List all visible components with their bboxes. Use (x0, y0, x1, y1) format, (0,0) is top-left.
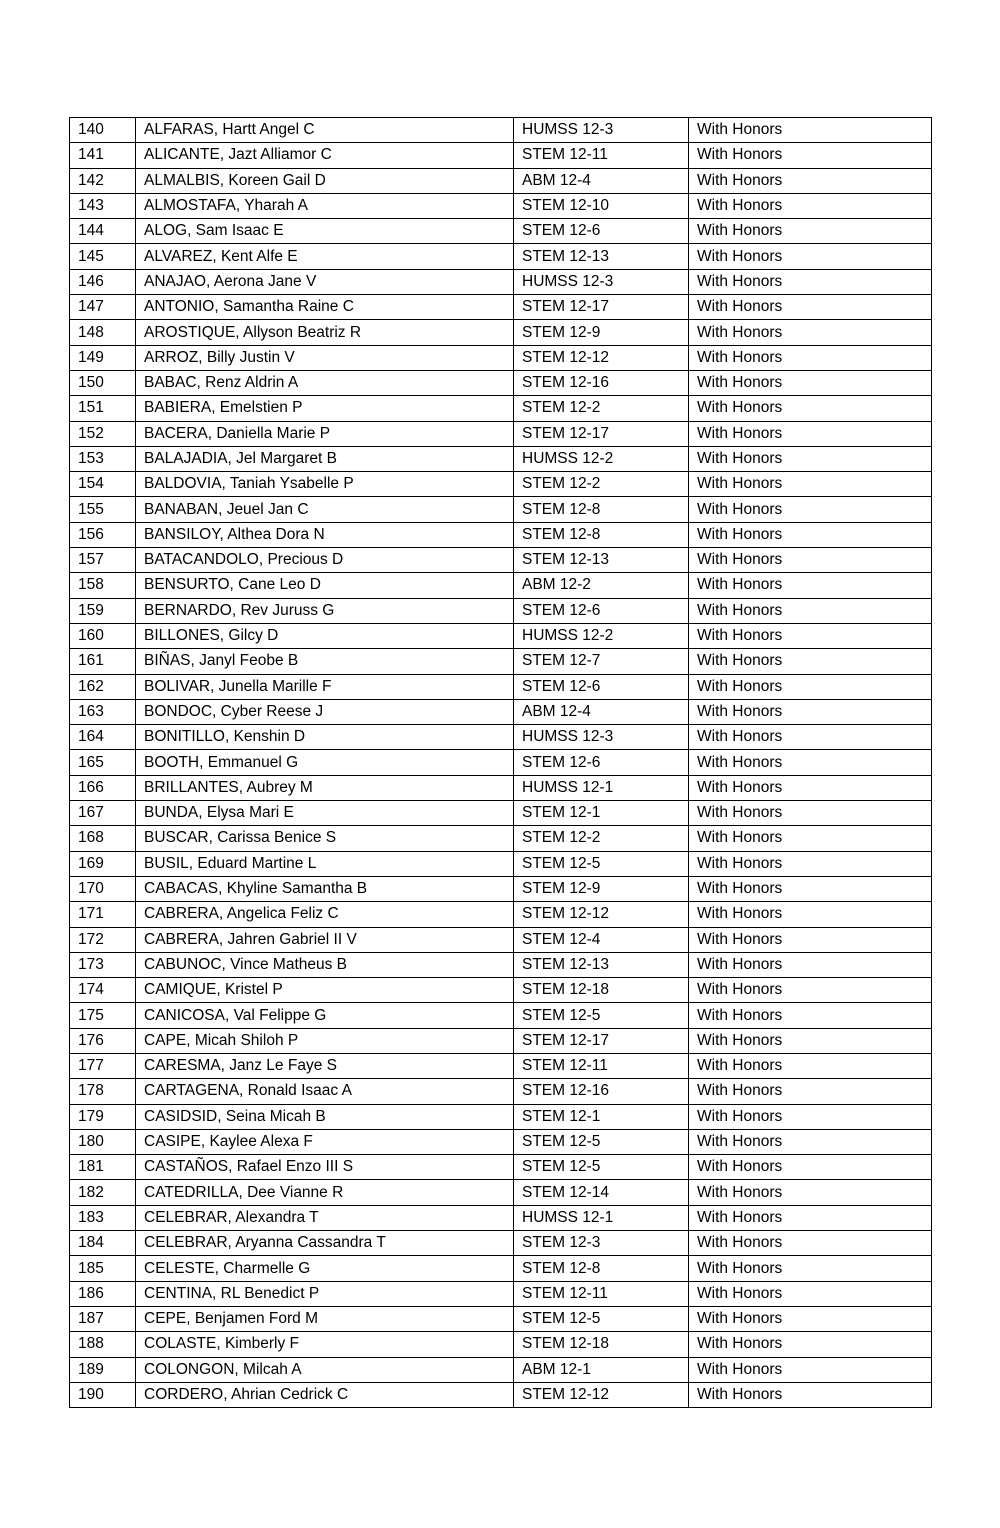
award-cell: With Honors (689, 1028, 932, 1053)
award-cell: With Honors (689, 1104, 932, 1129)
student-name-cell: CATEDRILLA, Dee Vianne R (136, 1180, 514, 1205)
award-cell: With Honors (689, 168, 932, 193)
table-row (70, 497, 932, 522)
section-cell: STEM 12-9 (514, 876, 689, 901)
section-cell: HUMSS 12-1 (514, 775, 689, 800)
table-row (70, 320, 932, 345)
row-number-cell: 147 (70, 295, 136, 320)
award-cell: With Honors (689, 801, 932, 826)
award-cell: With Honors (689, 295, 932, 320)
row-number-cell: 148 (70, 320, 136, 345)
row-number-cell: 177 (70, 1053, 136, 1078)
section-cell: HUMSS 12-2 (514, 446, 689, 471)
student-name-cell: BANABAN, Jeuel Jan C (136, 497, 514, 522)
student-name-cell: CABACAS, Khyline Samantha B (136, 876, 514, 901)
award-cell: With Honors (689, 219, 932, 244)
award-cell: With Honors (689, 522, 932, 547)
section-cell: STEM 12-4 (514, 927, 689, 952)
section-cell: STEM 12-5 (514, 1003, 689, 1028)
student-name-cell: BRILLANTES, Aubrey M (136, 775, 514, 800)
section-cell: STEM 12-9 (514, 320, 689, 345)
award-cell: With Honors (689, 927, 932, 952)
row-number-cell: 174 (70, 978, 136, 1003)
row-number-cell: 163 (70, 699, 136, 724)
section-cell: STEM 12-12 (514, 902, 689, 927)
student-name-cell: BATACANDOLO, Precious D (136, 548, 514, 573)
student-name-cell: BUSCAR, Carissa Benice S (136, 826, 514, 851)
table-row (70, 598, 932, 623)
student-name-cell: ARROZ, Billy Justin V (136, 345, 514, 370)
table-row (70, 219, 932, 244)
award-cell: With Honors (689, 370, 932, 395)
table-row (70, 446, 932, 471)
award-cell: With Honors (689, 725, 932, 750)
table-row (70, 269, 932, 294)
row-number-cell: 143 (70, 193, 136, 218)
table-row (70, 1053, 932, 1078)
student-name-cell: CAPE, Micah Shiloh P (136, 1028, 514, 1053)
award-cell: With Honors (689, 750, 932, 775)
row-number-cell: 182 (70, 1180, 136, 1205)
row-number-cell: 188 (70, 1332, 136, 1357)
table-row (70, 143, 932, 168)
award-cell: With Honors (689, 421, 932, 446)
section-cell: STEM 12-6 (514, 598, 689, 623)
student-name-cell: BOLIVAR, Junella Marille F (136, 674, 514, 699)
award-cell: With Honors (689, 1231, 932, 1256)
table-row (70, 1256, 932, 1281)
row-number-cell: 156 (70, 522, 136, 547)
row-number-cell: 157 (70, 548, 136, 573)
award-cell: With Honors (689, 775, 932, 800)
row-number-cell: 154 (70, 472, 136, 497)
table-row (70, 522, 932, 547)
row-number-cell: 167 (70, 801, 136, 826)
honor-list-table (69, 117, 932, 1408)
section-cell: STEM 12-11 (514, 1053, 689, 1078)
section-cell: STEM 12-14 (514, 1180, 689, 1205)
student-name-cell: CASIDSID, Seina Micah B (136, 1104, 514, 1129)
table-row (70, 902, 932, 927)
table-row (70, 1231, 932, 1256)
award-cell: With Honors (689, 598, 932, 623)
section-cell: HUMSS 12-3 (514, 118, 689, 143)
student-name-cell: COLASTE, Kimberly F (136, 1332, 514, 1357)
student-name-cell: CARTAGENA, Ronald Isaac A (136, 1079, 514, 1104)
award-cell: With Honors (689, 902, 932, 927)
section-cell: STEM 12-3 (514, 1231, 689, 1256)
award-cell: With Honors (689, 497, 932, 522)
row-number-cell: 164 (70, 725, 136, 750)
section-cell: STEM 12-5 (514, 1129, 689, 1154)
table-row (70, 1104, 932, 1129)
award-cell: With Honors (689, 1382, 932, 1407)
section-cell: HUMSS 12-3 (514, 269, 689, 294)
table-row (70, 674, 932, 699)
award-cell: With Honors (689, 952, 932, 977)
row-number-cell: 173 (70, 952, 136, 977)
student-name-cell: ALMOSTAFA, Yharah A (136, 193, 514, 218)
award-cell: With Honors (689, 1205, 932, 1230)
table-row (70, 649, 932, 674)
table-row (70, 725, 932, 750)
section-cell: STEM 12-2 (514, 396, 689, 421)
student-name-cell: CASIPE, Kaylee Alexa F (136, 1129, 514, 1154)
row-number-cell: 141 (70, 143, 136, 168)
table-row (70, 801, 932, 826)
table-row (70, 927, 932, 952)
section-cell: STEM 12-5 (514, 1155, 689, 1180)
award-cell: With Honors (689, 1155, 932, 1180)
student-name-cell: BENSURTO, Cane Leo D (136, 573, 514, 598)
section-cell: STEM 12-2 (514, 826, 689, 851)
award-cell: With Honors (689, 320, 932, 345)
section-cell: ABM 12-2 (514, 573, 689, 598)
row-number-cell: 180 (70, 1129, 136, 1154)
table-row (70, 1028, 932, 1053)
row-number-cell: 183 (70, 1205, 136, 1230)
section-cell: STEM 12-8 (514, 497, 689, 522)
section-cell: STEM 12-8 (514, 1256, 689, 1281)
student-name-cell: CARESMA, Janz Le Faye S (136, 1053, 514, 1078)
section-cell: STEM 12-17 (514, 421, 689, 446)
row-number-cell: 187 (70, 1306, 136, 1331)
award-cell: With Honors (689, 143, 932, 168)
table-row (70, 876, 932, 901)
award-cell: With Honors (689, 244, 932, 269)
table-row (70, 1332, 932, 1357)
student-name-cell: ANAJAO, Aerona Jane V (136, 269, 514, 294)
section-cell: STEM 12-7 (514, 649, 689, 674)
table-row (70, 1180, 932, 1205)
row-number-cell: 153 (70, 446, 136, 471)
table-row (70, 168, 932, 193)
table-row (70, 244, 932, 269)
row-number-cell: 149 (70, 345, 136, 370)
student-name-cell: CABRERA, Angelica Feliz C (136, 902, 514, 927)
student-name-cell: COLONGON, Milcah A (136, 1357, 514, 1382)
section-cell: STEM 12-12 (514, 1382, 689, 1407)
section-cell: ABM 12-1 (514, 1357, 689, 1382)
honor-list-sheet (69, 117, 931, 1408)
table-row (70, 1281, 932, 1306)
student-name-cell: ALICANTE, Jazt Alliamor C (136, 143, 514, 168)
table-row (70, 421, 932, 446)
row-number-cell: 186 (70, 1281, 136, 1306)
award-cell: With Honors (689, 548, 932, 573)
section-cell: STEM 12-6 (514, 219, 689, 244)
student-name-cell: BABAC, Renz Aldrin A (136, 370, 514, 395)
section-cell: STEM 12-18 (514, 978, 689, 1003)
student-name-cell: BALDOVIA, Taniah Ysabelle P (136, 472, 514, 497)
row-number-cell: 190 (70, 1382, 136, 1407)
student-name-cell: CANICOSA, Val Felippe G (136, 1003, 514, 1028)
row-number-cell: 169 (70, 851, 136, 876)
row-number-cell: 150 (70, 370, 136, 395)
table-row (70, 370, 932, 395)
honor-list-body (70, 118, 932, 1408)
row-number-cell: 184 (70, 1231, 136, 1256)
row-number-cell: 185 (70, 1256, 136, 1281)
row-number-cell: 145 (70, 244, 136, 269)
section-cell: STEM 12-5 (514, 1306, 689, 1331)
section-cell: STEM 12-13 (514, 548, 689, 573)
section-cell: STEM 12-13 (514, 952, 689, 977)
section-cell: ABM 12-4 (514, 699, 689, 724)
row-number-cell: 166 (70, 775, 136, 800)
row-number-cell: 146 (70, 269, 136, 294)
table-row (70, 118, 932, 143)
row-number-cell: 172 (70, 927, 136, 952)
table-row (70, 573, 932, 598)
award-cell: With Honors (689, 1003, 932, 1028)
row-number-cell: 159 (70, 598, 136, 623)
student-name-cell: BALAJADIA, Jel Margaret B (136, 446, 514, 471)
section-cell: STEM 12-1 (514, 1104, 689, 1129)
student-name-cell: CASTAÑOS, Rafael Enzo III S (136, 1155, 514, 1180)
row-number-cell: 175 (70, 1003, 136, 1028)
student-name-cell: CEPE, Benjamen Ford M (136, 1306, 514, 1331)
student-name-cell: BUNDA, Elysa Mari E (136, 801, 514, 826)
student-name-cell: BACERA, Daniella Marie P (136, 421, 514, 446)
award-cell: With Honors (689, 118, 932, 143)
student-name-cell: BILLONES, Gilcy D (136, 623, 514, 648)
section-cell: STEM 12-8 (514, 522, 689, 547)
table-row (70, 750, 932, 775)
student-name-cell: BONDOC, Cyber Reese J (136, 699, 514, 724)
award-cell: With Honors (689, 826, 932, 851)
student-name-cell: CAMIQUE, Kristel P (136, 978, 514, 1003)
table-row (70, 345, 932, 370)
student-name-cell: ALFARAS, Hartt Angel C (136, 118, 514, 143)
award-cell: With Honors (689, 396, 932, 421)
award-cell: With Honors (689, 1281, 932, 1306)
section-cell: HUMSS 12-1 (514, 1205, 689, 1230)
section-cell: ABM 12-4 (514, 168, 689, 193)
table-row (70, 1079, 932, 1104)
award-cell: With Honors (689, 1053, 932, 1078)
row-number-cell: 140 (70, 118, 136, 143)
award-cell: With Honors (689, 851, 932, 876)
table-row (70, 851, 932, 876)
award-cell: With Honors (689, 269, 932, 294)
row-number-cell: 161 (70, 649, 136, 674)
award-cell: With Honors (689, 472, 932, 497)
section-cell: STEM 12-10 (514, 193, 689, 218)
student-name-cell: BIÑAS, Janyl Feobe B (136, 649, 514, 674)
section-cell: STEM 12-11 (514, 143, 689, 168)
table-row (70, 1357, 932, 1382)
row-number-cell: 144 (70, 219, 136, 244)
row-number-cell: 178 (70, 1079, 136, 1104)
award-cell: With Honors (689, 573, 932, 598)
row-number-cell: 152 (70, 421, 136, 446)
section-cell: STEM 12-6 (514, 674, 689, 699)
award-cell: With Honors (689, 876, 932, 901)
student-name-cell: CORDERO, Ahrian Cedrick C (136, 1382, 514, 1407)
table-row (70, 1382, 932, 1407)
award-cell: With Honors (689, 1180, 932, 1205)
row-number-cell: 160 (70, 623, 136, 648)
row-number-cell: 170 (70, 876, 136, 901)
student-name-cell: CABUNOC, Vince Matheus B (136, 952, 514, 977)
section-cell: STEM 12-12 (514, 345, 689, 370)
award-cell: With Honors (689, 699, 932, 724)
award-cell: With Honors (689, 649, 932, 674)
award-cell: With Honors (689, 623, 932, 648)
award-cell: With Honors (689, 1129, 932, 1154)
table-row (70, 1155, 932, 1180)
award-cell: With Honors (689, 1332, 932, 1357)
row-number-cell: 189 (70, 1357, 136, 1382)
award-cell: With Honors (689, 1079, 932, 1104)
student-name-cell: ANTONIO, Samantha Raine C (136, 295, 514, 320)
section-cell: STEM 12-6 (514, 750, 689, 775)
row-number-cell: 165 (70, 750, 136, 775)
award-cell: With Honors (689, 446, 932, 471)
section-cell: STEM 12-16 (514, 1079, 689, 1104)
student-name-cell: BERNARDO, Rev Juruss G (136, 598, 514, 623)
student-name-cell: BUSIL, Eduard Martine L (136, 851, 514, 876)
student-name-cell: CELEBRAR, Alexandra T (136, 1205, 514, 1230)
section-cell: STEM 12-18 (514, 1332, 689, 1357)
student-name-cell: AROSTIQUE, Allyson Beatriz R (136, 320, 514, 345)
award-cell: With Honors (689, 1256, 932, 1281)
table-row (70, 472, 932, 497)
section-cell: STEM 12-16 (514, 370, 689, 395)
section-cell: STEM 12-2 (514, 472, 689, 497)
student-name-cell: CABRERA, Jahren Gabriel II V (136, 927, 514, 952)
table-row (70, 396, 932, 421)
section-cell: STEM 12-17 (514, 1028, 689, 1053)
award-cell: With Honors (689, 345, 932, 370)
award-cell: With Honors (689, 978, 932, 1003)
row-number-cell: 151 (70, 396, 136, 421)
student-name-cell: ALOG, Sam Isaac E (136, 219, 514, 244)
student-name-cell: CENTINA, RL Benedict P (136, 1281, 514, 1306)
table-row (70, 1205, 932, 1230)
row-number-cell: 142 (70, 168, 136, 193)
row-number-cell: 168 (70, 826, 136, 851)
table-row (70, 699, 932, 724)
row-number-cell: 179 (70, 1104, 136, 1129)
table-row (70, 1306, 932, 1331)
table-row (70, 952, 932, 977)
row-number-cell: 162 (70, 674, 136, 699)
table-row (70, 1003, 932, 1028)
student-name-cell: ALVAREZ, Kent Alfe E (136, 244, 514, 269)
row-number-cell: 155 (70, 497, 136, 522)
student-name-cell: BABIERA, Emelstien P (136, 396, 514, 421)
table-row (70, 978, 932, 1003)
table-row (70, 1129, 932, 1154)
table-row (70, 775, 932, 800)
award-cell: With Honors (689, 674, 932, 699)
section-cell: HUMSS 12-3 (514, 725, 689, 750)
table-row (70, 548, 932, 573)
student-name-cell: ALMALBIS, Koreen Gail D (136, 168, 514, 193)
table-row (70, 826, 932, 851)
row-number-cell: 181 (70, 1155, 136, 1180)
student-name-cell: BONITILLO, Kenshin D (136, 725, 514, 750)
table-row (70, 193, 932, 218)
student-name-cell: CELEBRAR, Aryanna Cassandra T (136, 1231, 514, 1256)
award-cell: With Honors (689, 1357, 932, 1382)
section-cell: HUMSS 12-2 (514, 623, 689, 648)
table-row (70, 295, 932, 320)
award-cell: With Honors (689, 193, 932, 218)
section-cell: STEM 12-1 (514, 801, 689, 826)
student-name-cell: BOOTH, Emmanuel G (136, 750, 514, 775)
award-cell: With Honors (689, 1306, 932, 1331)
row-number-cell: 171 (70, 902, 136, 927)
section-cell: STEM 12-5 (514, 851, 689, 876)
table-row (70, 623, 932, 648)
section-cell: STEM 12-17 (514, 295, 689, 320)
section-cell: STEM 12-13 (514, 244, 689, 269)
student-name-cell: BANSILOY, Althea Dora N (136, 522, 514, 547)
row-number-cell: 176 (70, 1028, 136, 1053)
student-name-cell: CELESTE, Charmelle G (136, 1256, 514, 1281)
section-cell: STEM 12-11 (514, 1281, 689, 1306)
row-number-cell: 158 (70, 573, 136, 598)
